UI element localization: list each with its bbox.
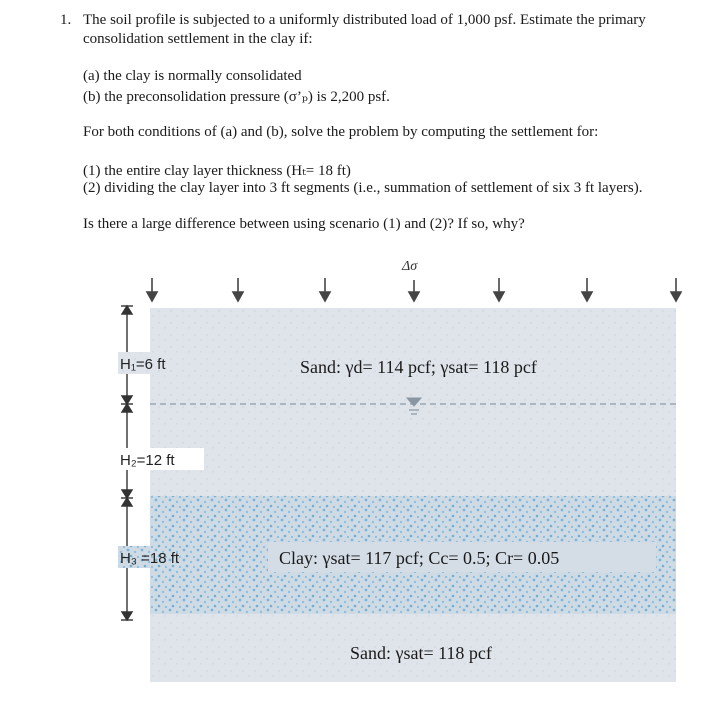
load-arrow-icon — [409, 280, 419, 301]
sand-bottom-label: Sand: γsat= 118 pcf — [350, 643, 492, 663]
load-arrow-icon — [494, 278, 504, 301]
load-arrow-icon — [233, 278, 243, 301]
sand-top-label: Sand: γd= 114 pcf; γsat= 118 pcf — [300, 357, 537, 377]
problem-number: 1. — [60, 12, 72, 28]
problem-line-1: The soil profile is subjected to a uniformly distributed load of 1,000 psf. Estimate the primary — [83, 12, 646, 28]
h3-label: H₃ =18 ft — [120, 550, 180, 567]
problem-line-2: consolidation settlement in the clay if: — [83, 31, 313, 47]
load-arrow-icon — [582, 278, 592, 301]
load-label: Δσ — [402, 259, 418, 274]
method-1: (1) the entire clay layer thickness (Hₜ= 18 ft) — [83, 163, 351, 179]
clay-label: Clay: γsat= 117 pcf; Cc= 0.5; Cr= 0.05 — [279, 548, 560, 568]
both-conditions: For both conditions of (a) and (b), solve the problem by computing the settlement for: — [83, 124, 599, 140]
case-b: (b) the preconsolidation pressure (σ’ₚ) is 2,200 psf. — [83, 89, 390, 105]
load-arrow-icon — [320, 278, 330, 301]
load-arrows — [147, 278, 681, 301]
h1-label: H₁=6 ft — [120, 356, 166, 373]
case-a: (a) the clay is normally consolidated — [83, 68, 302, 84]
soil-profile-figure — [0, 248, 721, 707]
load-arrow-icon — [671, 278, 681, 301]
method-2: (2) dividing the clay layer into 3 ft segments (i.e., summation of settlement of six 3 ft layers). — [83, 180, 643, 196]
load-arrow-icon — [147, 278, 157, 301]
question: Is there a large difference between using scenario (1) and (2)? If so, why? — [83, 216, 525, 232]
h2-label: H₂=12 ft — [120, 452, 175, 469]
